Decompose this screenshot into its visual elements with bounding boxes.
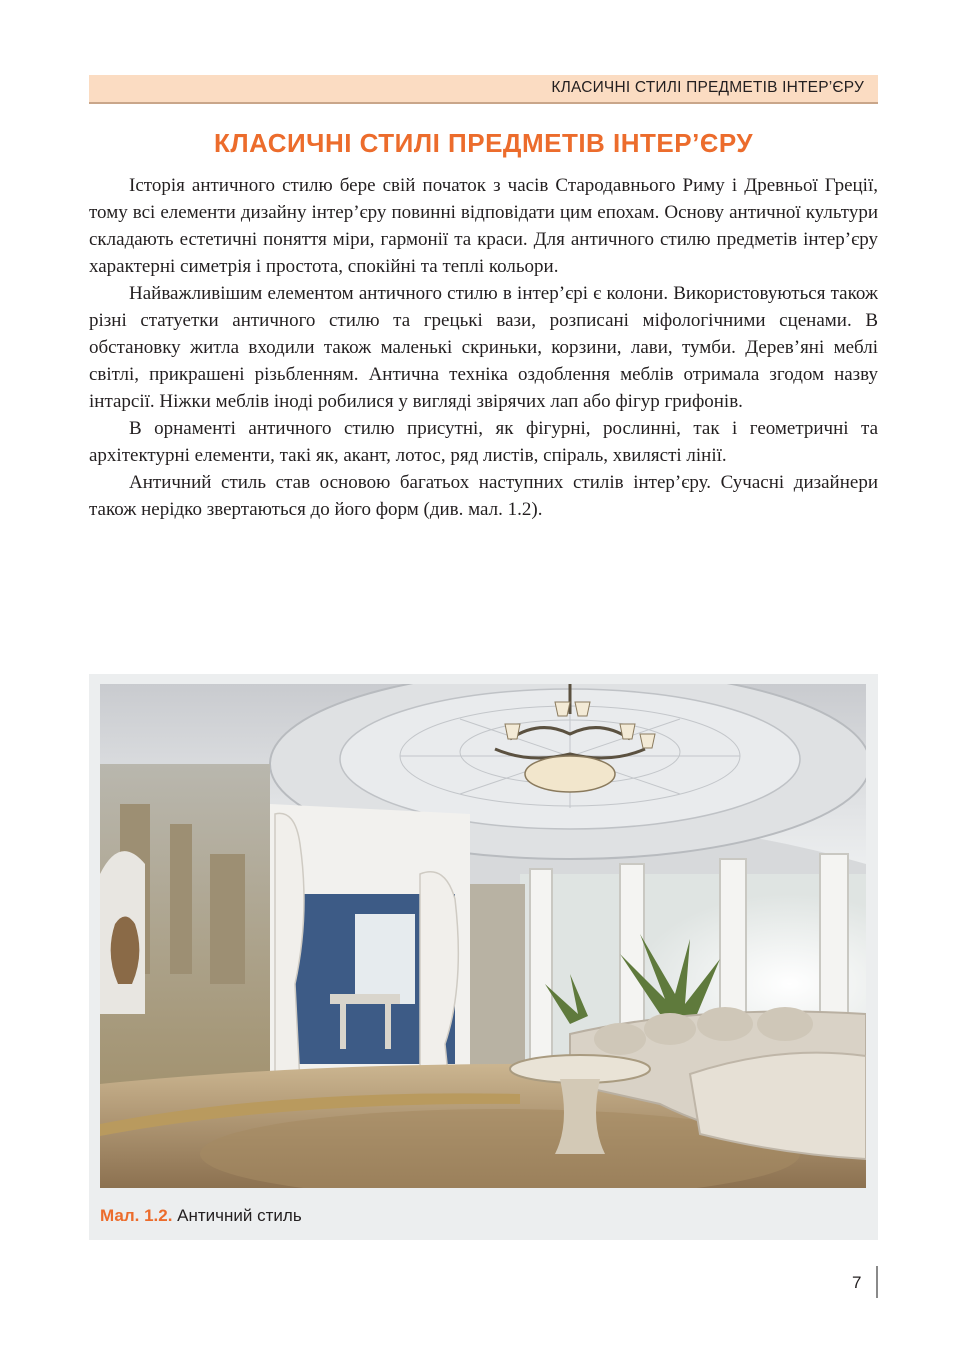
page-number-divider <box>876 1266 878 1298</box>
page-number: 7 <box>852 1273 862 1292</box>
antique-interior-photo <box>100 684 866 1188</box>
figure-caption <box>100 1206 302 1226</box>
paragraph-2: Найважливішим елементом античного стилю в інтер’єрі є колони. Використовуються також різні статуетки античного стилю та грецькі вази, розписані міфологічними сценами. В обстановку житла входили також маленькі скриньки, корзини, лави, тумби. Дерев’яні меблі світлі, прикрашені різьбленням. Антична техніка оздоблення меблів отримала згодом назву інтарсії. Ніжки меблів іноді робилися у вигляді звірячих лап або фігур грифонів. <box>89 283 878 412</box>
figure-caption-text: Античний стиль <box>177 1206 302 1225</box>
paragraph-3: В орнаменті античного стилю присутні, як фігурні, рослинні, так і геометричні та архітектурні елементи, такі як, акант, лотос, ряд листів, спіраль, хвилясті лінії. <box>89 418 878 466</box>
running-header-title: КЛАСИЧНІ СТИЛІ ПРЕДМЕТІВ ІНТЕР’ЄРУ <box>551 79 864 96</box>
paragraph-1: Історія античного стилю бере свій початок з часів Стародавнього Риму і Древньої Греції, тому всі елементи дизайну інтер’єру повинні відповідати цим епохам. Основу античної культури складають естетичні поняття міри, гармонії та краси. Для античного стилю предметів інтер’єру характерні симетрія і простота, спокійні та теплі кольори. <box>89 175 878 277</box>
figure-1-2 <box>89 674 878 1240</box>
page-title: КЛАСИЧНІ СТИЛІ ПРЕДМЕТІВ ІНТЕР’ЄРУ <box>213 128 754 158</box>
article-body <box>89 172 878 523</box>
figure-caption-label: Мал. 1.2. <box>100 1206 173 1225</box>
interior-illustration <box>100 684 866 1188</box>
running-header <box>89 75 878 104</box>
paragraph-4: Античний стиль став основою багатьох наступних стилів інтер’єру. Сучасні дизайнери також нерідко звертаються до його форм (див. мал. 1.2). <box>89 472 878 520</box>
